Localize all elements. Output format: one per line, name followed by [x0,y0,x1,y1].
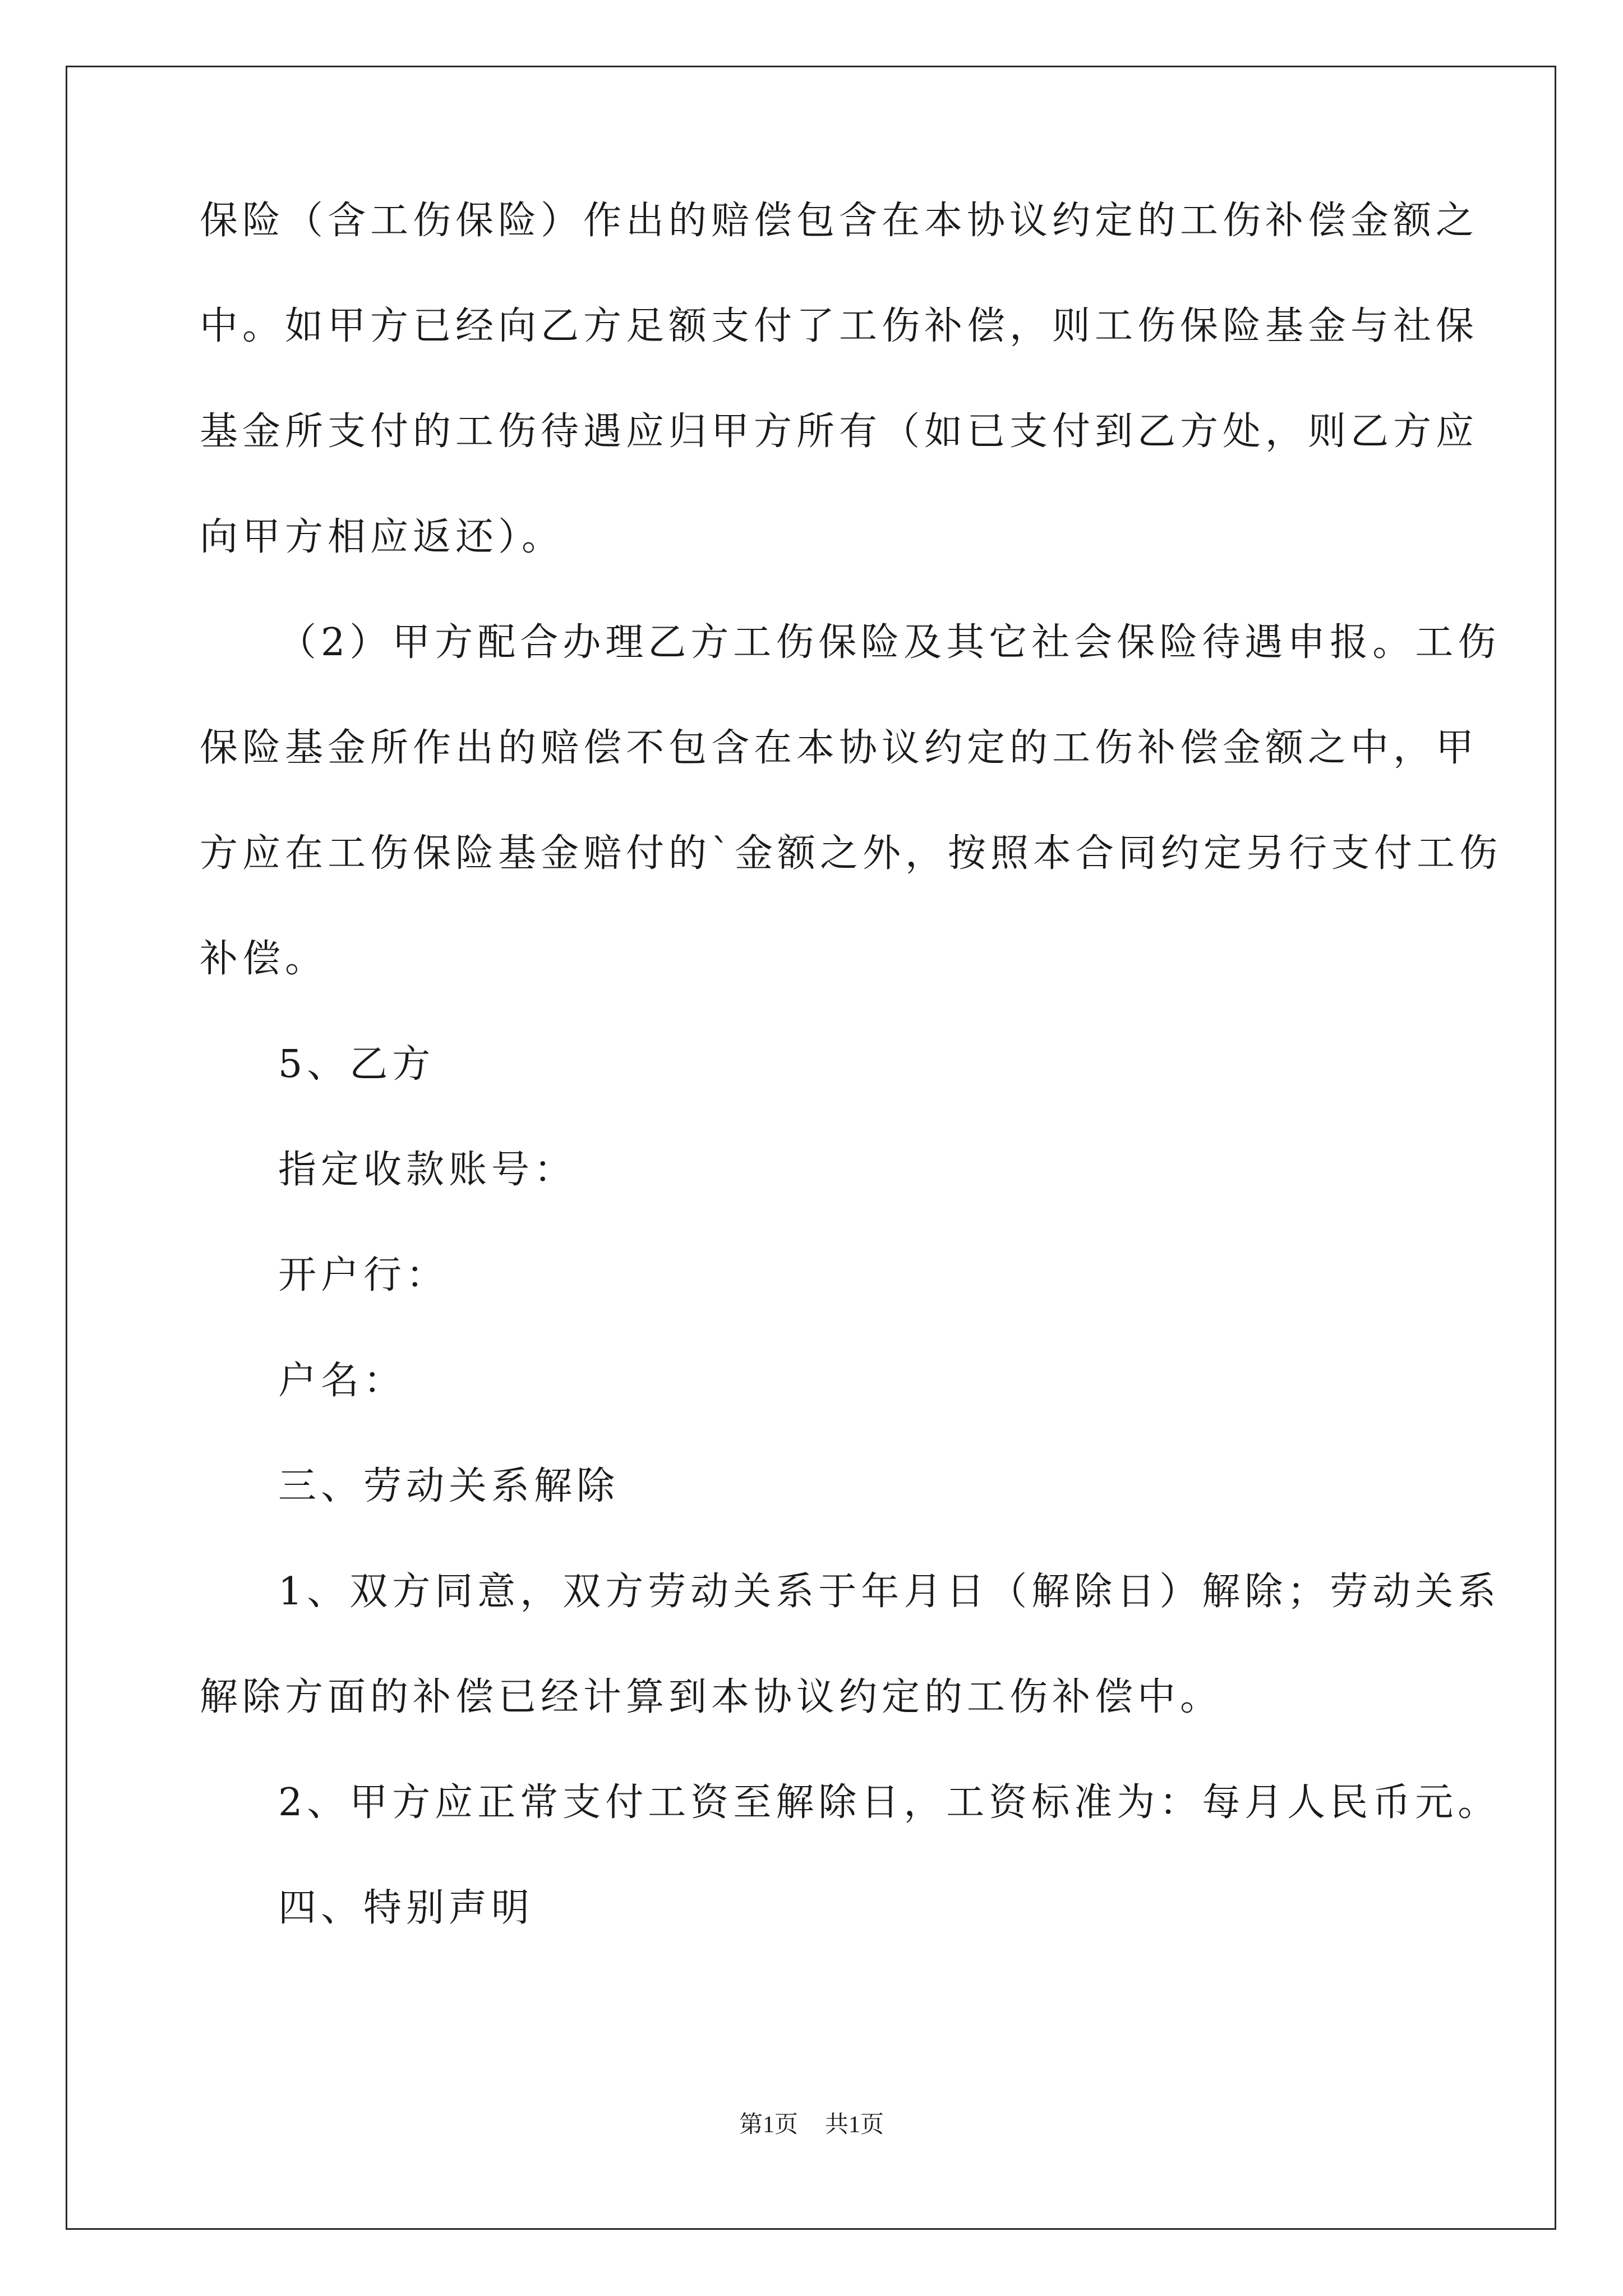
form-field-label: 户名： [278,1359,407,1403]
paragraph-line: 解除方面的补偿已经计算到本协议约定的工伤补偿中。 [200,1675,1223,1719]
paragraph-line: 保险（含工伤保险）作出的赔偿包含在本协议约定的工伤补偿金额之 [200,199,1479,243]
paragraph-line: 方应在工伤保险基金赔付的`金额之外，按照本合同约定另行支付工伤 [200,831,1502,876]
page-footer [0,2110,1623,2139]
paragraph-line: 补偿。 [200,937,328,981]
paragraph-line: 2、甲方应正常支付工资至解除日，工资标准为：每月人民币元。 [278,1780,1501,1825]
paragraph-line: 中。如甲方已经向乙方足额支付了工伤补偿，则工伤保险基金与社保 [200,304,1479,348]
page-number: 第1页 [739,2112,798,2138]
section-item: 5、乙方 [278,1042,435,1087]
paragraph-line: 向甲方相应返还）。 [200,515,565,559]
section-heading: 三、劳动关系解除 [278,1464,620,1508]
form-field-label: 开户行： [278,1253,449,1297]
page-total: 共1页 [825,2112,884,2138]
paragraph-line: 保险基金所作出的赔偿不包含在本协议约定的工伤补偿金额之中，甲 [200,726,1479,770]
paragraph-line: （2）甲方配合办理乙方工伤保险及其它社会保险待遇申报。工伤 [278,620,1501,665]
paragraph-line: 基金所支付的工伤待遇应归甲方所有（如已支付到乙方处，则乙方应 [200,409,1479,454]
paragraph-line: 1、双方同意，双方劳动关系于年月日（解除日）解除；劳动关系 [278,1570,1501,1614]
section-heading: 四、特别声明 [278,1886,534,1930]
form-field-label: 指定收款账号： [278,1148,577,1192]
